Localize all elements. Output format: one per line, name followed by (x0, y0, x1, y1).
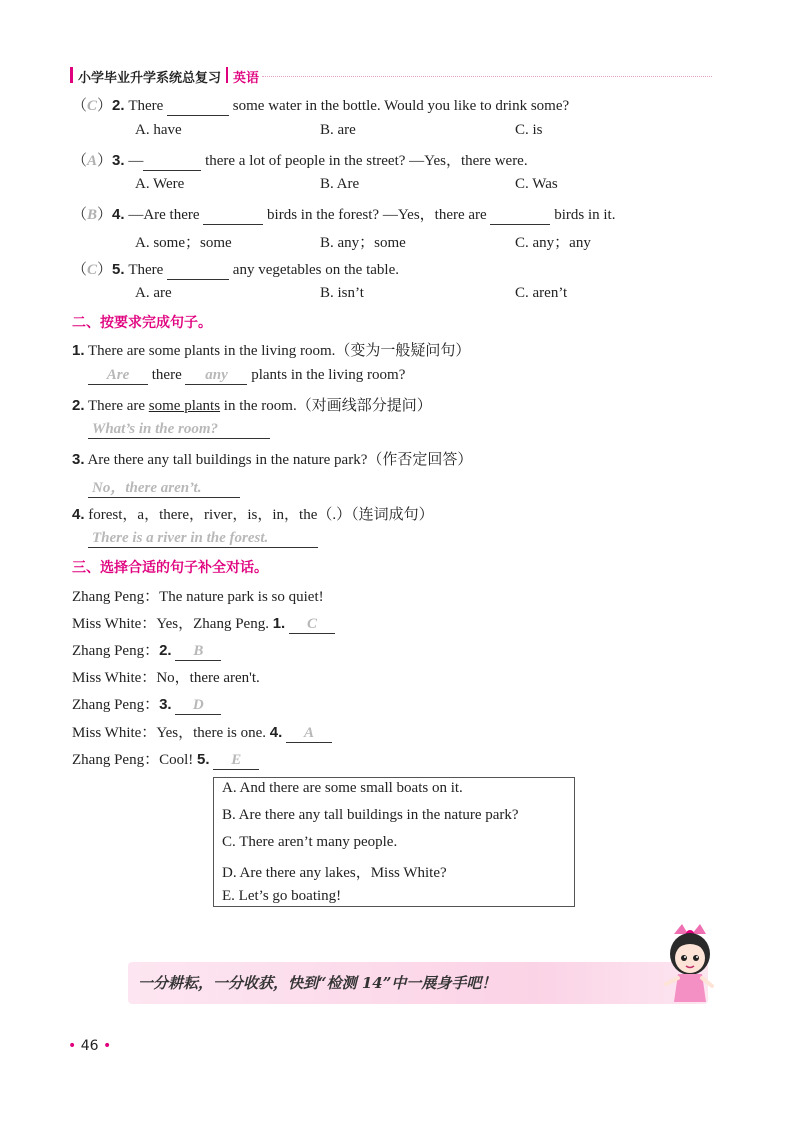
choices-box (213, 777, 575, 907)
dialogue-line: Miss White：Yes，Zhang Peng. 1. C (72, 612, 335, 634)
choice-c: C. There aren’t many people. (222, 834, 398, 850)
dialogue-line: Zhang Peng：The nature park is so quiet! (72, 589, 324, 605)
underlined-phrase: some plants (148, 398, 221, 414)
choice-b: B. Are there any tall buildings in the nature park? (222, 807, 519, 823)
cartoon-girl-icon (660, 920, 720, 1010)
dialogue-line: Zhang Peng：3. D (72, 693, 221, 715)
dialogue-line: Miss White：Yes，there is one. 4. A (72, 721, 332, 743)
rewrite-answer-3: No，there aren’t. (88, 476, 240, 498)
option-b: B. any；some (320, 235, 406, 251)
option-c: C. aren’t (515, 285, 568, 301)
rewrite-item-3: 3. Are there any tall buildings in the nature park?（作否定回答） (72, 451, 473, 468)
rewrite-answer-2: What’s in the room? (88, 421, 270, 439)
rewrite-answer-4: There is a river in the forest. (88, 530, 318, 548)
header-accent-bar (70, 67, 73, 83)
section-title-2: 二、按要求完成句子。 (72, 315, 212, 331)
header-separator (226, 67, 228, 83)
choice-e: E. Let’s go boating! (222, 888, 342, 904)
mc-question-4: （B）4. —Are there birds in the forest? —Yes，there are birds in it. (72, 206, 616, 223)
blank (167, 98, 229, 116)
option-a: A. Were (135, 176, 185, 192)
rewrite-item-1: 1. There are some plants in the living room.（变为一般疑问句） (72, 342, 471, 359)
rewrite-item-2: 2. There are some plants in the room.（对画线部分提问） (72, 397, 432, 414)
rewrite-item-4: 4. forest，a，there，river，is，in，the（.）（连词成句） (72, 506, 434, 523)
header-dotted-rule (262, 76, 712, 77)
mc-question-2: （C）2. There some water in the bottle. Would you like to drink some? (72, 97, 570, 114)
section-title-3: 三、选择合适的句子补全对话。 (72, 560, 268, 576)
mc-answer: C (87, 98, 98, 114)
dialogue-line: Miss White：No，there aren't. (72, 670, 260, 686)
option-c: C. is (515, 122, 543, 138)
banner-text: 一分耕耘，一分收获，快到“检测 14”中一展身手吧！ (138, 974, 497, 992)
option-a: A. some；some (135, 235, 232, 251)
page-number: • 46 • (68, 1038, 112, 1054)
option-a: A. are (135, 285, 172, 301)
choice-d: D. Are there any lakes，Miss White? (222, 865, 447, 881)
dialogue-line: Zhang Peng：Cool! 5. E (72, 748, 259, 770)
rewrite-answer-1: Are there any plants in the living room? (88, 367, 405, 385)
mc-question-5: （C）5. There any vegetables on the table. (72, 261, 399, 278)
option-c: C. any；any (515, 235, 591, 251)
header-series-title: 小学毕业升学系统总复习 (78, 71, 222, 86)
option-c: C. Was (515, 176, 558, 192)
dialogue-line: Zhang Peng：2. B (72, 639, 221, 661)
header-subject: 英语 (233, 71, 260, 86)
option-b: B. isn’t (320, 285, 364, 301)
choice-a: A. And there are some small boats on it. (222, 780, 463, 796)
option-b: B. are (320, 122, 356, 138)
mc-question-3: （A）3. — there a lot of people in the street? —Yes，there were. (72, 152, 528, 169)
option-a: A. have (135, 122, 182, 138)
option-b: B. Are (320, 176, 360, 192)
